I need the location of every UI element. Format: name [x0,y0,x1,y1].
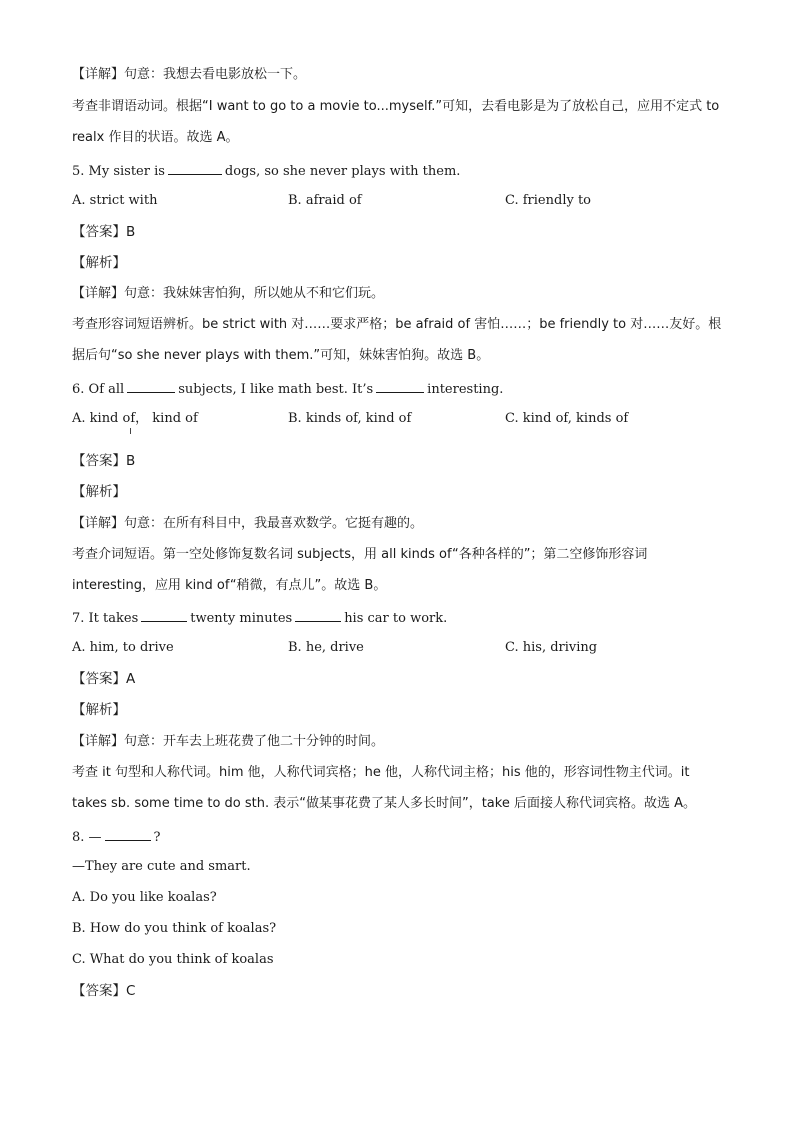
stray-mark [130,428,131,434]
q6-option-a: A. kind of， kind of [72,411,198,426]
question-6-part-3: interesting. [427,382,504,397]
q7-option-a: A. him, to drive [72,640,174,655]
question-5-part-1: 5. My sister is [72,164,165,179]
question-7 [72,607,447,629]
q7-option-b: B. he, drive [288,640,364,655]
q5-explanation-1: 考查形容词短语辨析。be strict with 对……要求严格；be afraid of 害怕……；be friendly to 对……友好。根 [72,317,722,332]
answer-blank [127,378,175,393]
q5-analysis-label: 【解析】 [72,255,126,271]
q8-option-b: B. How do you think of koalas? [72,921,277,936]
q5-option-b: B. afraid of [288,193,362,208]
q8-answer: 【答案】C [72,983,136,999]
question-7-part-1: 7. It takes [72,611,139,626]
q5-option-c: C. friendly to [505,193,592,208]
q6-explanation-2: interesting，应用 kind of“稍微，有点儿”。故选 B。 [72,578,387,593]
question-6-part-1: 6. Of all [72,382,125,397]
q7-detail: 【详解】句意：开车去上班花费了他二十分钟的时间。 [72,734,385,749]
answer-blank [376,378,424,393]
q7-explanation-1: 考查 it 句型和人称代词。him 他，人称代词宾格；he 他，人称代词主格；his 他的，形容词性物主代词。it [72,765,690,780]
question-8-part-1: 8. — [72,830,102,845]
explanation-line-q4-2: realx 作目的状语。故选 A。 [72,130,239,145]
question-6 [72,378,503,400]
answer-blank [295,607,341,622]
answer-blank [141,607,187,622]
q8-reply: —They are cute and smart. [72,859,251,874]
q8-option-c: C. What do you think of koalas [72,952,274,967]
q6-detail: 【详解】句意：在所有科目中，我最喜欢数学。它挺有趣的。 [72,516,424,531]
q6-answer: 【答案】B [72,453,136,469]
q6-analysis-label: 【解析】 [72,484,126,500]
question-6-part-2: subjects, I like math best. It’s [178,382,374,397]
question-8 [72,826,161,848]
q5-option-a: A. strict with [72,193,158,208]
question-7-part-2: twenty minutes [190,611,293,626]
question-5 [72,160,460,182]
q7-option-c: C. his, driving [505,640,598,655]
q8-option-a: A. Do you like koalas? [72,890,217,905]
question-8-part-2: ? [153,830,161,845]
q5-detail: 【详解】句意：我妹妹害怕狗，所以她从不和它们玩。 [72,286,385,301]
answer-blank [168,160,222,175]
answer-blank [105,826,151,841]
q6-option-b: B. kinds of, kind of [288,411,412,426]
question-7-part-3: his car to work. [344,611,448,626]
question-5-part-2: dogs, so she never plays with them. [224,164,461,179]
explanation-line-q4-1: 考查非谓语动词。根据“I want to go to a movie to...myself.”可知，去看电影是为了放松自己，应用不定式 to [72,99,720,114]
q7-analysis-label: 【解析】 [72,702,126,718]
q5-explanation-2: 据后句“so she never plays with them.”可知，妹妹害怕狗。故选 B。 [72,348,490,363]
q6-option-c: C. kind of, kinds of [505,411,629,426]
q7-answer: 【答案】A [72,671,136,687]
q5-answer: 【答案】B [72,224,136,240]
detail-line-q4: 【详解】句意：我想去看电影放松一下。 [72,67,307,82]
q7-explanation-2: takes sb. some time to do sth. 表示“做某事花费了某人多长时间”，take 后面接人称代词宾格。故选 A。 [72,796,696,811]
q6-explanation-1: 考查介词短语。第一空处修饰复数名词 subjects，用 all kinds of“各种各样的”；第二空修饰形容词 [72,547,648,562]
